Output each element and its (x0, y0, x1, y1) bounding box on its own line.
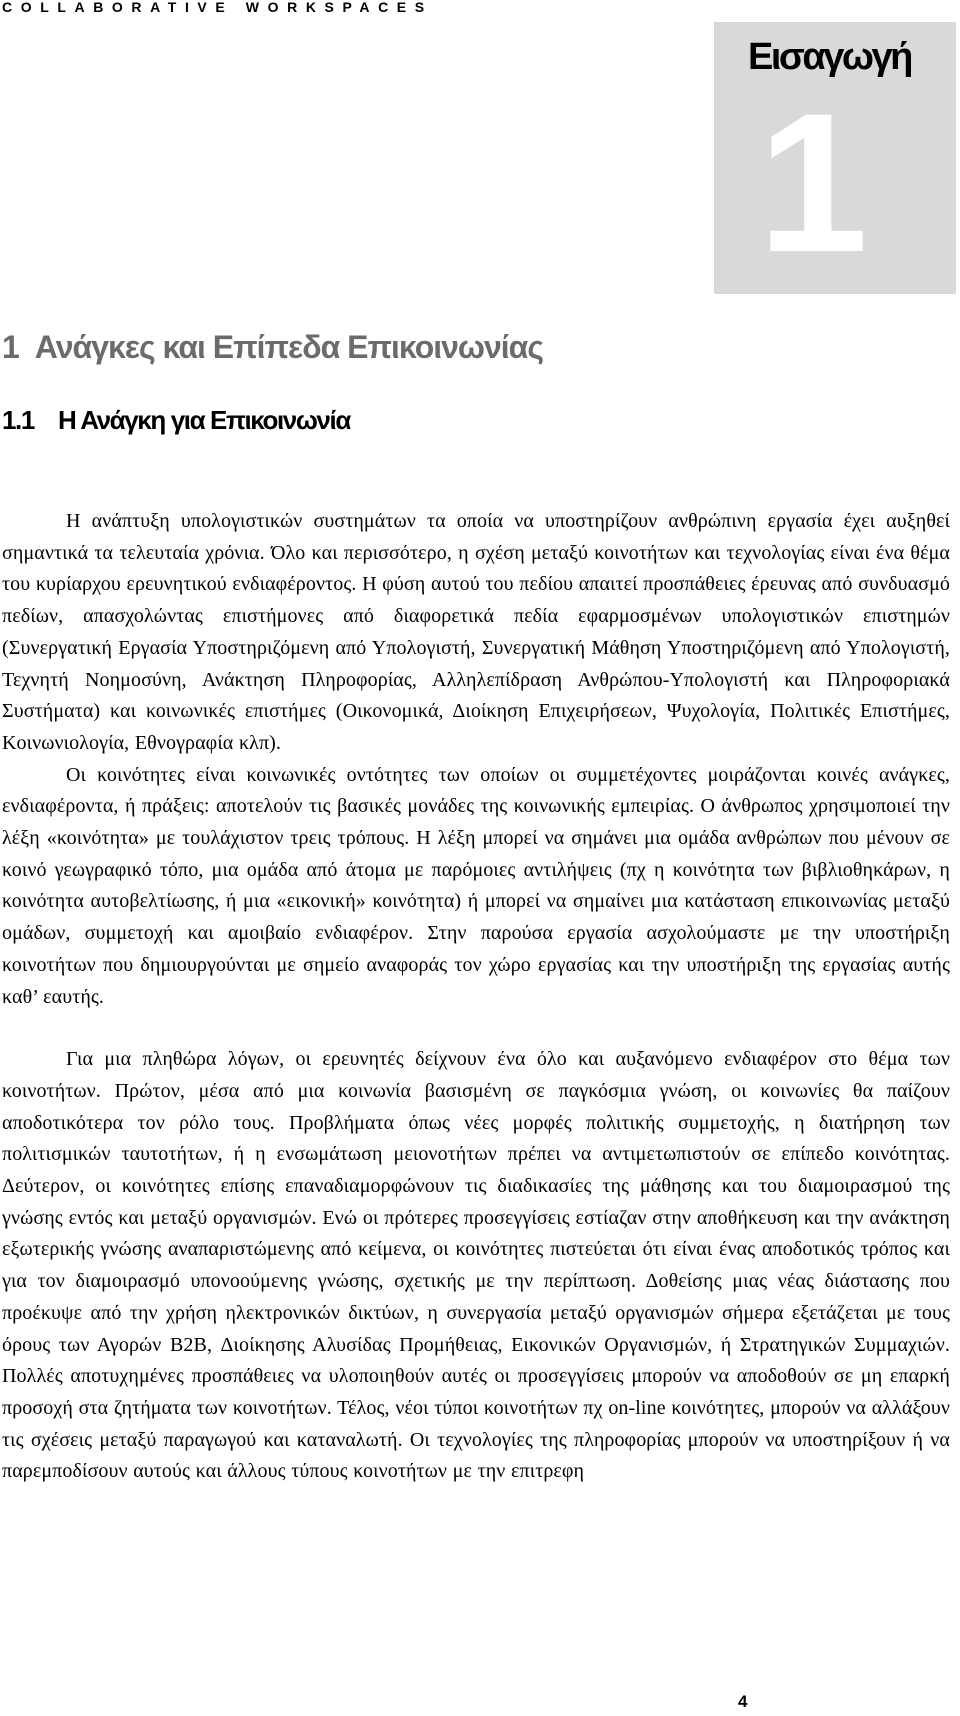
chapter-number: 1 (758, 72, 869, 293)
section-number: 1 (2, 329, 19, 365)
section-title: Ανάγκες και Επίπεδα Επικοινωνίας (34, 329, 543, 365)
page-number: 4 (738, 1692, 748, 1711)
body-text (2, 506, 950, 1488)
subsection-heading (2, 406, 350, 435)
chapter-title: Εισαγωγή (748, 36, 911, 78)
paragraph: Η ανάπτυξη υπολογιστικών συστημάτων τα οποία να υποστηρίζουν ανθρώπινη εργασία έχει αυξηθεί σημαντικά τα τελευταία χρόνια. Όλο και περισσότερο, η σχέση μεταξύ κοινοτήτων και τεχνολογίας είναι ένα θέμα του κυρίαρχου ερευνητικού ενδιαφέροντος. Η φύση αυτού του πεδίου απαιτεί προσπάθειες έρευνας από συνδυασμό πεδίων, απασχολώντας επιστήμονες από διαφορετικά πεδία εφαρμοσμένων υπολογιστικών επιστημών (Συνεργατική Εργασία Υποστηριζόμενη από Υπολογιστή, Συνεργατική Μάθηση Υποστηριζόμενη από Υπολογιστή, Τεχνητή Νοημοσύνη, Ανάκτηση Πληροφορίας, Αλληλεπίδραση Ανθρώπου-Υπολογιστή και Πληροφοριακά Συστήματα) και κοινωνικές επιστήμες (Οικονομικά, Διοίκηση Επιχειρήσεων, Ψυχολογία, Πολιτικές Επιστήμες, Κοινωνιολογία, Εθνογραφία κλπ). (2, 510, 950, 754)
running-header: COLLABORATIVE WORKSPACES (2, 0, 433, 15)
chapter-box (714, 22, 956, 294)
paragraph: Για μια πληθώρα λόγων, οι ερευνητές δείχνουν ένα όλο και αυξανόμενο ενδιαφέρον στο θέμα των κοινοτήτων. Πρώτον, μέσα από μια κοινωνία βασισμένη σε παγκόσμια γνώση, οι κοινωνίες θα παίζουν αποδοτικότερα τον ρόλο τους. Προβλήματα όπως νέες μορφές πολιτικής συμμετοχής, η διατήρηση των πολιτισμικών ταυτοτήτων, ή η ενσωμάτωση μειονοτήτων πρέπει να αντιμετωπιστούν σε επίπεδο κοινότητας. Δεύτερον, οι κοινότητες επίσης επαναδιαμορφώνουν τις διαδικασίες της μάθησης και του διαμοιρασμού της γνώσης εντός και μεταξύ οργανισμών. Ενώ οι πρότερες προσεγγίσεις εστίαζαν στην αποθήκευση και την ανάκτηση εξωτερικής γνώσης αναπαριστώμενης από κείμενα, οι κοινότητες πιστεύεται ότι είναι ένας αποδοτικός τρόπος και για τον διαμοιρασμό υπονοούμενης γνώσης, σχετικής με την περίπτωση. Δοθείσης μιας νέας διάστασης που προέκυψε από την χρήση ηλεκτρονικών δικτύων, η συνεργασία μεταξύ οργανισμών σήμερα εξετάζεται με τους όρους των Αγορών B2B, Διοίκησης Αλυσίδας Προμήθειας, Εικονικών Οργανισμών, ή Στρατηγικών Συμμαχιών. Πολλές αποτυχημένες προσπάθειες να υλοποιηθούν αυτές οι προσεγγίσεις μπορούν να αποδοθούν σε μη επαρκή προσοχή στα ζητήματα των κοινοτήτων. Τέλος, νέοι τύποι κοινοτήτων πχ on-line κοινότητες, μπορούν να αλλάξουν τις σχέσεις μεταξύ παραγωγού και καταναλωτή. Οι τεχνολογίες της πληροφορίας μπορούν να υποστηρίξουν ή να παρεμποδίσουν αυτούς και άλλους τύπους κοινοτήτων με την επιτρεφη (2, 1048, 950, 1483)
section-heading (2, 330, 543, 365)
subsection-title: Η Ανάγκη για Επικοινωνία (57, 405, 350, 435)
paragraph: Οι κοινότητες είναι κοινωνικές οντότητες των οποίων οι συμμετέχοντες μοιράζονται κοινές ανάγκες, ενδιαφέροντα, ή πράξεις: αποτελούν τις βασικές μονάδες της κοινωνικής εμπειρίας. Ο άνθρωπος χρησιμοποιεί την λέξη «κοινότητα» με τουλάχιστον τρεις τρόπους. Η λέξη μπορεί να σημάνει μια ομάδα ανθρώπων που μένουν σε κοινό γεωγραφικό τόπο, μια ομάδα από άτομα με παρόμοιες αντιλήψεις (πχ η κοινότητα των βιβλιοθηκάρων, η κοινότητα αυτοβελτίωσης, ή μια «εικονική» κοινότητα) ή μπορεί να σημαίνει μια κατάσταση επικοινωνίας μεταξύ ομάδων, συμμετοχή και αμοιβαίο ενδιαφέρον. Στην παρούσα εργασία ασχολούμαστε με την υποστήριξη κοινοτήτων που δημιουργούνται με σημείο αναφοράς τον χώρο εργασίας και την υποστήριξη της εργασίας αυτής καθ’ εαυτής. (2, 763, 950, 1008)
subsection-number: 1.1 (2, 405, 34, 435)
